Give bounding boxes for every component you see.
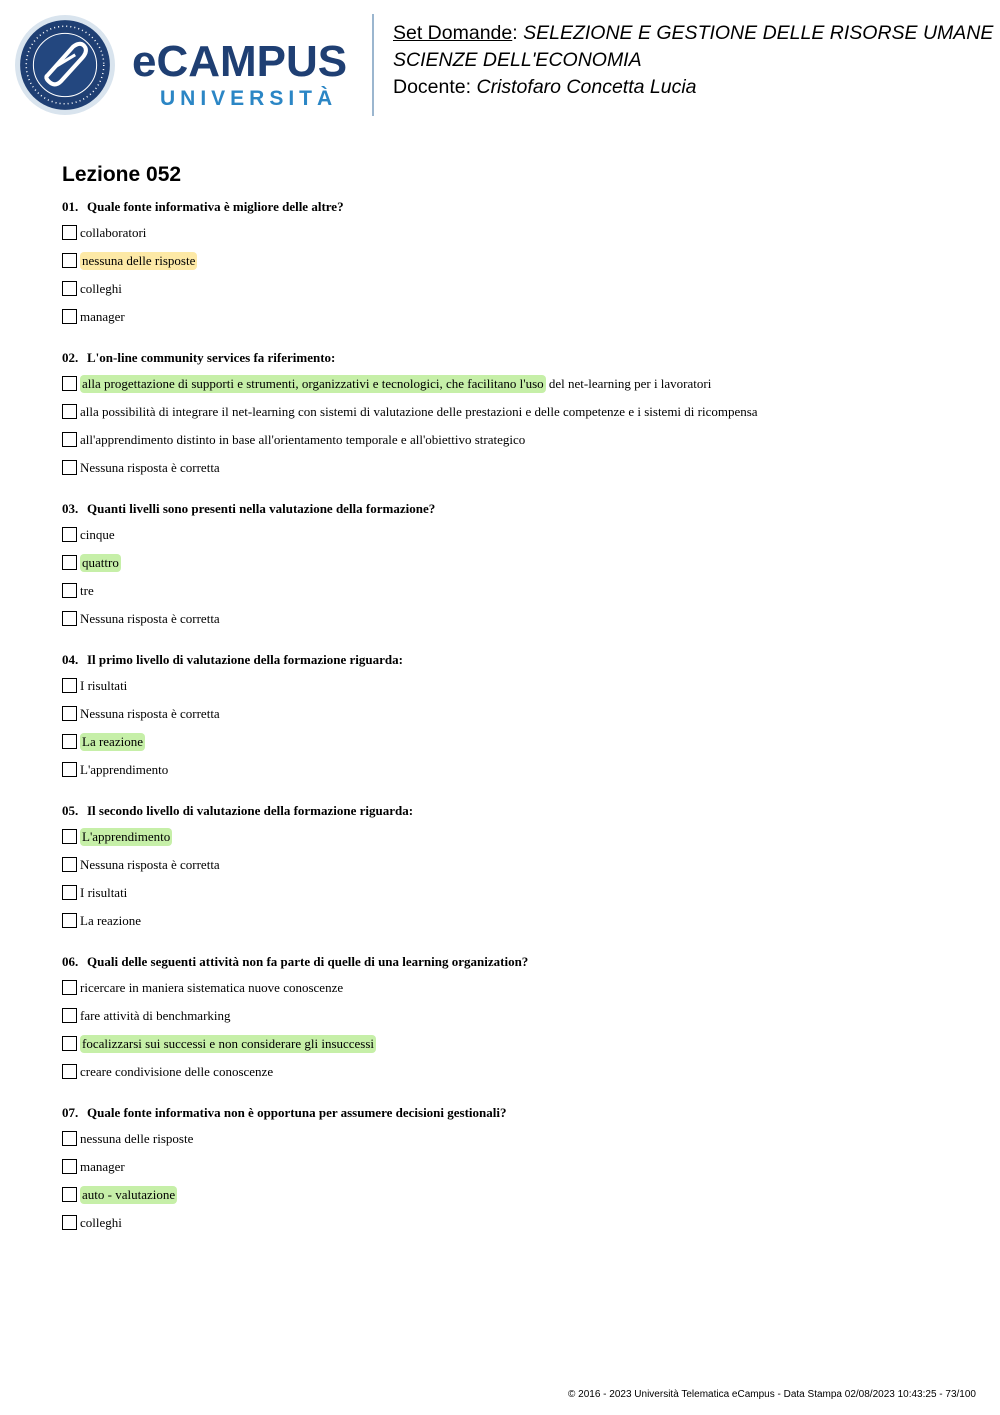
answer-label: creare condivisione delle conoscenze (80, 1064, 274, 1079)
question-list (62, 198, 962, 1242)
page-footer: © 2016 - 2023 Università Telematica eCampus - Data Stampa 02/08/2023 10:43:25 - 73/100 (568, 1389, 976, 1400)
question-label: Il secondo livello di valutazione della formazione riguarda: (87, 803, 414, 818)
lesson-title: Lezione 052 (62, 163, 182, 186)
answer-checkbox[interactable] (62, 1215, 77, 1230)
question-text (62, 349, 962, 367)
answer-option[interactable] (62, 828, 962, 856)
answer-checkbox[interactable] (62, 309, 77, 324)
answer-label: I risultati (80, 678, 128, 693)
question-block (62, 198, 962, 336)
answer-option[interactable] (62, 610, 962, 638)
answer-option[interactable] (62, 733, 962, 761)
header-info (393, 20, 993, 101)
answer-label: all'apprendimento distinto in base all'orientamento temporale e all'obiettivo strategico (80, 432, 526, 447)
answer-label: Nessuna risposta è corretta (80, 460, 220, 475)
set-subtitle-line (393, 47, 993, 74)
answer-option[interactable] (62, 280, 962, 308)
answer-label: cinque (80, 527, 115, 542)
docente-line (393, 74, 993, 101)
questions-content (62, 162, 962, 1255)
question-number: 01. (62, 199, 79, 214)
answer-checkbox[interactable] (62, 1131, 77, 1146)
header-divider (372, 14, 374, 116)
answer-label: colleghi (80, 1215, 122, 1230)
answer-option[interactable] (62, 677, 962, 705)
answer-label: manager (80, 1159, 125, 1174)
question-number: 02. (62, 350, 79, 365)
question-text (62, 802, 962, 820)
question-number: 03. (62, 501, 79, 516)
answer-checkbox[interactable] (62, 611, 77, 626)
question-text (62, 953, 962, 971)
answer-label: alla progettazione di supporti e strumenti, organizzativi e tecnologici, che facilitano l'uso (82, 376, 544, 391)
answer-checkbox[interactable] (62, 1159, 77, 1174)
set-subtitle: SCIENZE DELL'ECONOMIA (393, 49, 642, 71)
answer-checkbox[interactable] (62, 706, 77, 721)
set-title: SELEZIONE E GESTIONE DELLE RISORSE UMANE (523, 22, 994, 44)
question-block (62, 953, 962, 1091)
answer-checkbox[interactable] (62, 762, 77, 777)
set-label: Set Domande (393, 22, 513, 44)
answer-label: Nessuna risposta è corretta (80, 706, 220, 721)
answer-option[interactable] (62, 1158, 962, 1186)
question-number: 04. (62, 652, 79, 667)
question-number: 05. (62, 803, 79, 818)
answer-label: Nessuna risposta è corretta (80, 857, 220, 872)
answer-option[interactable] (62, 1063, 962, 1091)
answer-checkbox[interactable] (62, 460, 77, 475)
answer-option[interactable] (62, 308, 962, 336)
answer-option[interactable] (62, 884, 962, 912)
answer-label: quattro (82, 555, 119, 570)
answer-checkbox[interactable] (62, 734, 77, 749)
answer-checkbox[interactable] (62, 678, 77, 693)
answer-option[interactable] (62, 554, 962, 582)
answer-checkbox[interactable] (62, 1008, 77, 1023)
answer-option[interactable] (62, 1035, 962, 1063)
answer-checkbox[interactable] (62, 1187, 77, 1202)
question-label: Quale fonte informativa è migliore delle altre? (87, 199, 344, 214)
question-block (62, 500, 962, 638)
answer-label: nessuna delle risposte (82, 253, 196, 268)
question-block (62, 349, 962, 487)
answer-label: colleghi (80, 281, 122, 296)
ecampus-seal-icon (14, 14, 116, 116)
answer-checkbox[interactable] (62, 376, 77, 391)
answer-label: ricercare in maniera sistematica nuove conoscenze (80, 980, 344, 995)
answer-label: fare attività di benchmarking (80, 1008, 231, 1023)
answer-checkbox[interactable] (62, 885, 77, 900)
answer-option[interactable] (62, 403, 962, 431)
answer-label: focalizzarsi sui successi e non considerare gli insuccessi (82, 1036, 375, 1051)
question-text (62, 1104, 962, 1122)
answer-checkbox[interactable] (62, 857, 77, 872)
answer-option[interactable] (62, 1007, 962, 1035)
answer-option[interactable] (62, 252, 962, 280)
answer-label: La reazione (80, 913, 141, 928)
answer-checkbox[interactable] (62, 555, 77, 570)
answer-option[interactable] (62, 431, 962, 459)
answer-label-continuation: del net-learning per i lavoratori (545, 376, 712, 391)
question-label: L'on-line community services fa riferimento: (87, 350, 336, 365)
question-number: 07. (62, 1105, 79, 1120)
question-label: Il primo livello di valutazione della formazione riguarda: (87, 652, 403, 667)
answer-label: tre (80, 583, 94, 598)
answer-option[interactable] (62, 856, 962, 884)
answer-option[interactable] (62, 375, 962, 403)
answer-label: L'apprendimento (80, 762, 169, 777)
answer-option[interactable] (62, 224, 962, 252)
answer-option[interactable] (62, 459, 962, 487)
question-block (62, 1104, 962, 1242)
answer-option[interactable] (62, 979, 962, 1007)
answer-checkbox[interactable] (62, 404, 77, 419)
answer-option[interactable] (62, 1130, 962, 1158)
page-header (0, 0, 1000, 130)
answer-checkbox[interactable] (62, 527, 77, 542)
answer-checkbox[interactable] (62, 225, 77, 240)
answer-option[interactable] (62, 582, 962, 610)
answer-label: alla possibilità di integrare il net-learning con sistemi di valutazione delle prestazioni e delle competenze e i sistemi di ricompensa (80, 404, 758, 419)
answer-checkbox[interactable] (62, 432, 77, 447)
question-label: Quanti livelli sono presenti nella valutazione della formazione? (87, 501, 436, 516)
question-label: Quali delle seguenti attività non fa parte di quelle di una learning organization? (87, 954, 529, 969)
answer-label: collaboratori (80, 225, 147, 240)
answer-checkbox[interactable] (62, 583, 77, 598)
answer-label: Nessuna risposta è corretta (80, 611, 220, 626)
answer-checkbox[interactable] (62, 913, 77, 928)
answer-option[interactable] (62, 705, 962, 733)
question-label: Quale fonte informativa non è opportuna per assumere decisioni gestionali? (87, 1105, 507, 1120)
answer-checkbox[interactable] (62, 829, 77, 844)
question-text (62, 500, 962, 518)
answer-checkbox[interactable] (62, 980, 77, 995)
answer-checkbox[interactable] (62, 253, 77, 268)
answer-checkbox[interactable] (62, 1036, 77, 1051)
answer-option[interactable] (62, 761, 962, 789)
answer-option[interactable] (62, 912, 962, 940)
question-block (62, 802, 962, 940)
question-block (62, 651, 962, 789)
answer-label: manager (80, 309, 125, 324)
answer-option[interactable] (62, 1214, 962, 1242)
answer-label: I risultati (80, 885, 128, 900)
ecampus-logo-subtext: UNIVERSITÀ (160, 87, 338, 110)
set-line: Set Domande: SELEZIONE E GESTIONE DELLE RISORSE UMANE (393, 22, 994, 44)
answer-label: L'apprendimento (82, 829, 171, 844)
docente-name: Cristofaro Concetta Lucia (476, 76, 697, 98)
ecampus-logo-text: eCAMPUS (132, 37, 348, 86)
answer-checkbox[interactable] (62, 281, 77, 296)
answer-label: auto - valutazione (82, 1187, 176, 1202)
question-number: 06. (62, 954, 79, 969)
answer-label: nessuna delle risposte (80, 1131, 194, 1146)
answer-checkbox[interactable] (62, 1064, 77, 1079)
answer-option[interactable] (62, 526, 962, 554)
answer-option[interactable] (62, 1186, 962, 1214)
docente-label: Docente: (393, 76, 472, 98)
question-text (62, 651, 962, 669)
answer-label: La reazione (82, 734, 143, 749)
question-text (62, 198, 962, 216)
